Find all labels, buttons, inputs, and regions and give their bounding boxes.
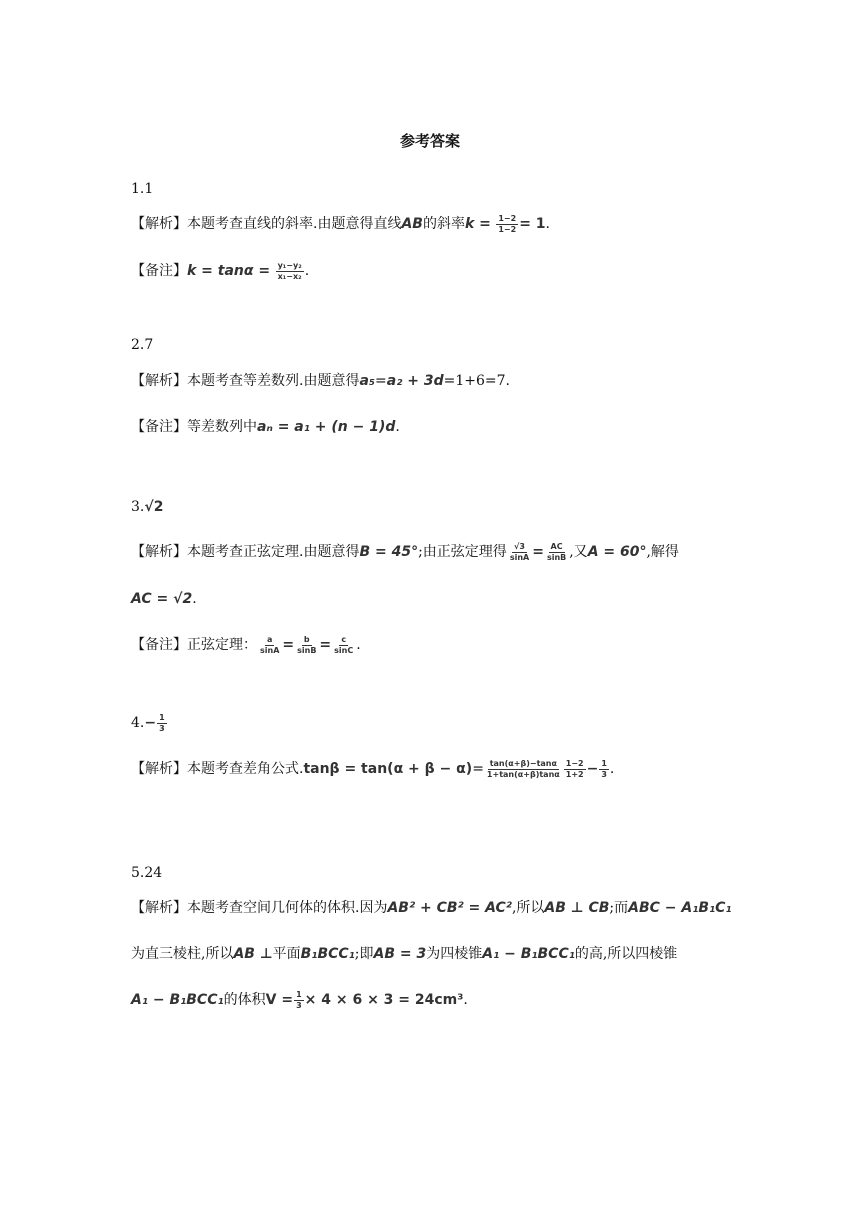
fraction: $\frac{1-2}{1-2}$	[498, 213, 517, 234]
analysis-text: 本题考查等差数列.由题意得	[187, 373, 360, 389]
math: AB ⊥ CB	[544, 900, 610, 916]
answer-3-number: 3.√2	[131, 499, 164, 515]
answer-4-analysis: 【解析】本题考查差角公式.tanβ = tan(α + β − α)= $\frac{\tan(\alpha+\beta)-\tan\alpha}{1+\tan(\alpha+\beta)\tan\alpha}$ $\frac{1-2}{1+2}$ − $\frac{1}{3}$ .	[131, 758, 615, 779]
note-text: 正弦定理：	[187, 637, 257, 653]
answer-2-analysis: 【解析】本题考查等差数列.由题意得a₅=a₂ + 3d=1+6=7.	[131, 373, 510, 389]
math: AB ⊥	[233, 946, 273, 962]
fraction: $\frac{\tan(\alpha+\beta)-\tan\alpha}{1+\tan(\alpha+\beta)\tan\alpha}$	[486, 758, 560, 779]
analysis-tag: 【解析】	[131, 900, 187, 916]
answer-1-analysis: 【解析】本题考查直线的斜率.由题意得直线AB的斜率k = $\frac{1-2}{1-2}$ = 1.	[131, 213, 550, 234]
answer-3-note: 【备注】正弦定理： $\frac{a}{\sin A}$ = $\frac{b}{\sin B}$ = $\frac{c}{\sin C}$ .	[131, 634, 361, 655]
note-tag: 【备注】	[131, 419, 187, 435]
note-text: 等差数列中	[187, 419, 257, 435]
analysis-text: 的斜率	[422, 216, 465, 232]
analysis-text: 本题考查空间几何体的体积.因为	[187, 900, 388, 916]
math: a₂ + 3d	[386, 373, 444, 389]
note-tag: 【备注】	[131, 263, 187, 279]
math: aₙ = a₁ + (n − 1)d	[257, 419, 396, 435]
analysis-text: 本题考查差角公式.	[187, 761, 304, 777]
math: B₁BCC₁	[300, 946, 355, 962]
fraction: $\frac{√3}{\sin A}$	[509, 541, 530, 562]
answer-1-note: 【备注】k = tanα = $\frac{\text{y₁−y₂}}{\text{x₁−x₂}}$ .	[131, 260, 310, 281]
fraction: $\frac{1}{3}$	[159, 712, 165, 733]
analysis-tag: 【解析】	[131, 373, 187, 389]
analysis-text: 本题考查正弦定理.由题意得	[187, 544, 360, 560]
answer-5-number: 5.24	[131, 865, 163, 881]
fraction: $\frac{1}{3}$	[296, 989, 302, 1010]
math: AB	[401, 216, 423, 232]
answer-1-number: 1.1	[131, 181, 154, 197]
math: k = tanα =	[187, 263, 271, 279]
analysis-tag: 【解析】	[131, 216, 187, 232]
note-tag: 【备注】	[131, 637, 187, 653]
math: B = 45°	[359, 544, 419, 560]
fraction: $\frac{c}{\sin C}$	[334, 634, 354, 655]
fraction: $\frac{AC}{\sin B}$	[546, 541, 567, 562]
math: A = 60°	[587, 544, 647, 560]
fraction: $\frac{a}{\sin A}$	[260, 634, 280, 655]
answer-5-analysis-cont: 为直三棱柱,所以AB ⊥平面B₁BCC₁;即AB = 3为四棱锥A₁ − B₁BCC₁的高,所以四棱锥	[131, 946, 678, 962]
math: A₁ − B₁BCC₁	[131, 992, 224, 1008]
fraction: $\frac{\text{y₁−y₂}}{\text{x₁−x₂}}$	[277, 260, 302, 281]
math: √2	[144, 499, 164, 515]
answer-2-number: 2.7	[131, 337, 154, 353]
analysis-text: 本题考查直线的斜率.由题意得直线	[187, 216, 402, 232]
page-title: 参考答案	[399, 132, 460, 150]
math: a₅	[359, 373, 376, 389]
math: tanβ = tan(α + β − α)	[303, 761, 473, 777]
answer-2-note: 【备注】等差数列中aₙ = a₁ + (n − 1)d.	[131, 419, 400, 435]
fraction: $\frac{1-2}{1+2}$	[565, 758, 584, 779]
answer-5-analysis-cont2: A₁ − B₁BCC₁的体积V = $\frac{1}{3}$ × 4 × 6 × 3 = 24cm³.	[131, 989, 468, 1010]
math: V =	[265, 992, 294, 1008]
math: A₁ − B₁BCC₁	[482, 946, 575, 962]
math: AB² + CB² = AC²	[387, 900, 512, 916]
analysis-tag: 【解析】	[131, 761, 187, 777]
math: = 1	[519, 216, 546, 232]
math: ABC − A₁B₁C₁	[628, 900, 732, 916]
answer-3-analysis: 【解析】本题考查正弦定理.由题意得B = 45°;由正弦定理得 $\frac{√3}{\sin A}$ = $\frac{AC}{\sin B}$ ,又A = 60°,解得	[131, 541, 679, 562]
math: × 4 × 6 × 3 = 24cm³	[304, 992, 464, 1008]
math: AC = √2	[131, 591, 193, 607]
fraction: $\frac{1}{3}$	[601, 758, 607, 779]
answer-4-number: 4.− $\frac{1}{3}$	[131, 712, 165, 733]
math: k =	[464, 216, 491, 232]
fraction: $\frac{b}{\sin B}$	[297, 634, 317, 655]
math: AB = 3	[373, 946, 427, 962]
answer-3-analysis-cont: AC = √2.	[131, 591, 197, 607]
answer-5-analysis: 【解析】本题考查空间几何体的体积.因为AB² + CB² = AC²,所以AB ⊥ CB;而ABC − A₁B₁C₁	[131, 900, 732, 916]
analysis-tag: 【解析】	[131, 544, 187, 560]
